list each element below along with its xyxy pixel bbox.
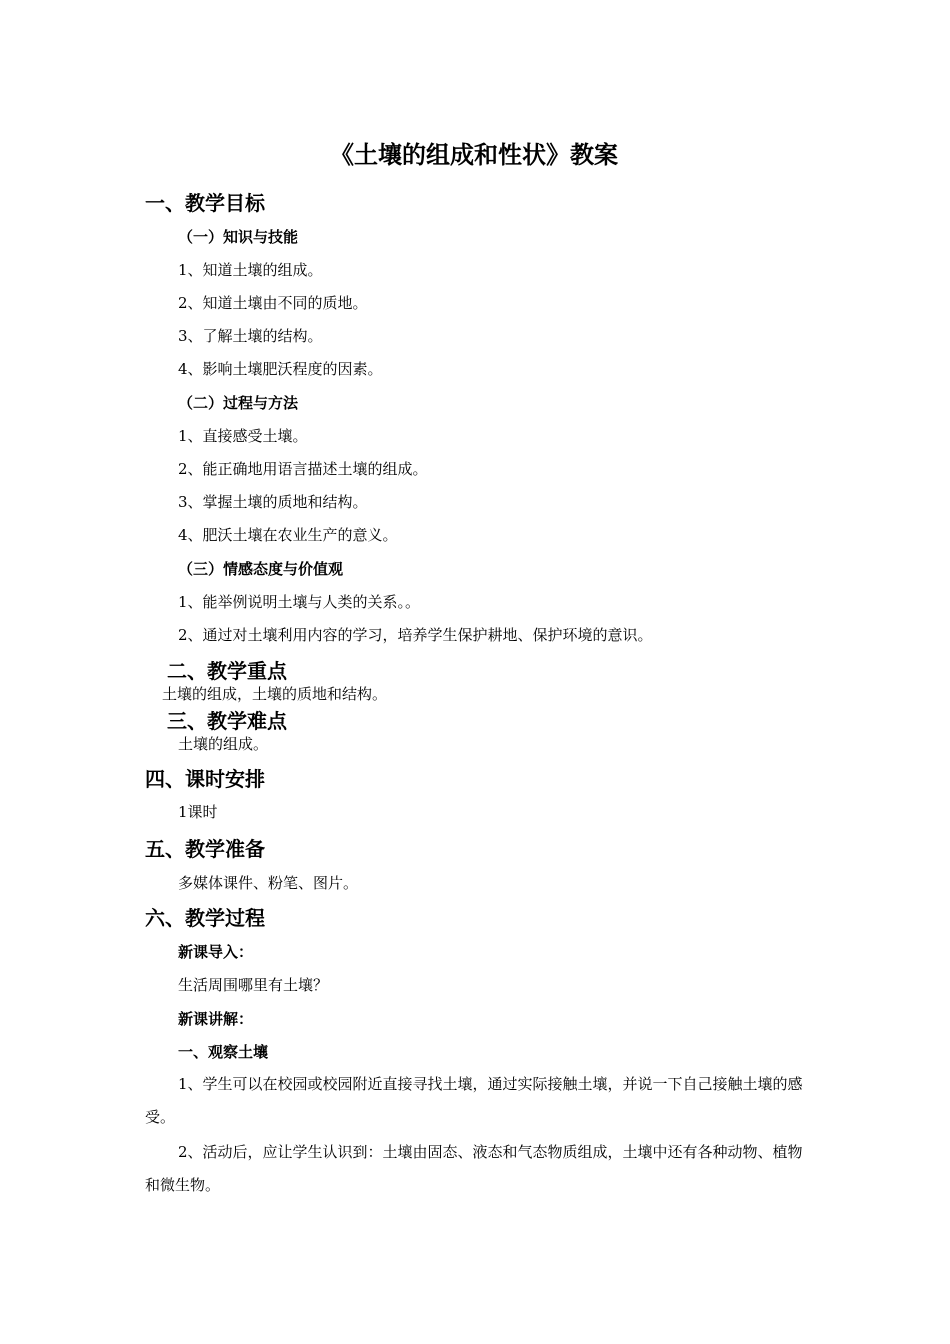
- subheading-knowledge: （一）知识与技能: [178, 228, 299, 246]
- list-item: 3、掌握土壤的质地和结构。: [178, 493, 368, 511]
- list-item: 4、影响土壤肥沃程度的因素。: [178, 360, 383, 378]
- subheading-attitude: （三）情感态度与价值观: [178, 560, 344, 578]
- key-points-text: 土壤的组成，土壤的质地和结构。: [162, 685, 388, 703]
- paragraph: 1、学生可以在校园或校园附近直接寻找土壤，通过实际接触土壤，并说一下自己接触土壤的感受。: [145, 1075, 803, 1126]
- section-heading-schedule: 四、课时安排: [145, 767, 265, 791]
- section-heading-key-points: 二、教学重点: [167, 659, 287, 683]
- part-heading-observe: 一、观察土壤: [178, 1043, 269, 1061]
- list-item: 1、知道土壤的组成。: [178, 261, 323, 279]
- preparation-text: 多媒体课件、粉笔、图片。: [178, 874, 359, 892]
- list-item: 1、能举例说明土壤与人类的关系。。: [178, 593, 421, 611]
- section-heading-objectives: 一、教学目标: [145, 191, 265, 215]
- list-item: 2、能正确地用语言描述土壤的组成。: [178, 460, 428, 478]
- list-item: 2、通过对土壤利用内容的学习，培养学生保护耕地、保护环境的意识。: [178, 626, 653, 644]
- section-heading-preparation: 五、教学准备: [145, 837, 265, 861]
- list-item: 1、直接感受土壤。: [178, 427, 308, 445]
- schedule-text: 1课时: [178, 803, 218, 821]
- paragraph: 2、活动后，应让学生认识到：土壤由固态、液态和气态物质组成，土壤中还有各种动物、植物和微生物。: [145, 1143, 803, 1194]
- subheading-process: （二）过程与方法: [178, 394, 299, 412]
- section-heading-process: 六、教学过程: [145, 906, 265, 930]
- section-heading-difficulties: 三、教学难点: [167, 709, 287, 733]
- intro-label: 新课导入：: [178, 943, 254, 961]
- list-item: 4、肥沃土壤在农业生产的意义。: [178, 526, 398, 544]
- list-item: 3、了解土壤的结构。: [178, 327, 323, 345]
- document-title: 《土壤的组成和性状》教案: [330, 141, 618, 169]
- list-item: 2、知道土壤由不同的质地。: [178, 294, 368, 312]
- intro-text: 生活周围哪里有土壤？: [178, 976, 329, 994]
- lecture-label: 新课讲解：: [178, 1010, 254, 1028]
- difficulties-text: 土壤的组成。: [178, 735, 269, 753]
